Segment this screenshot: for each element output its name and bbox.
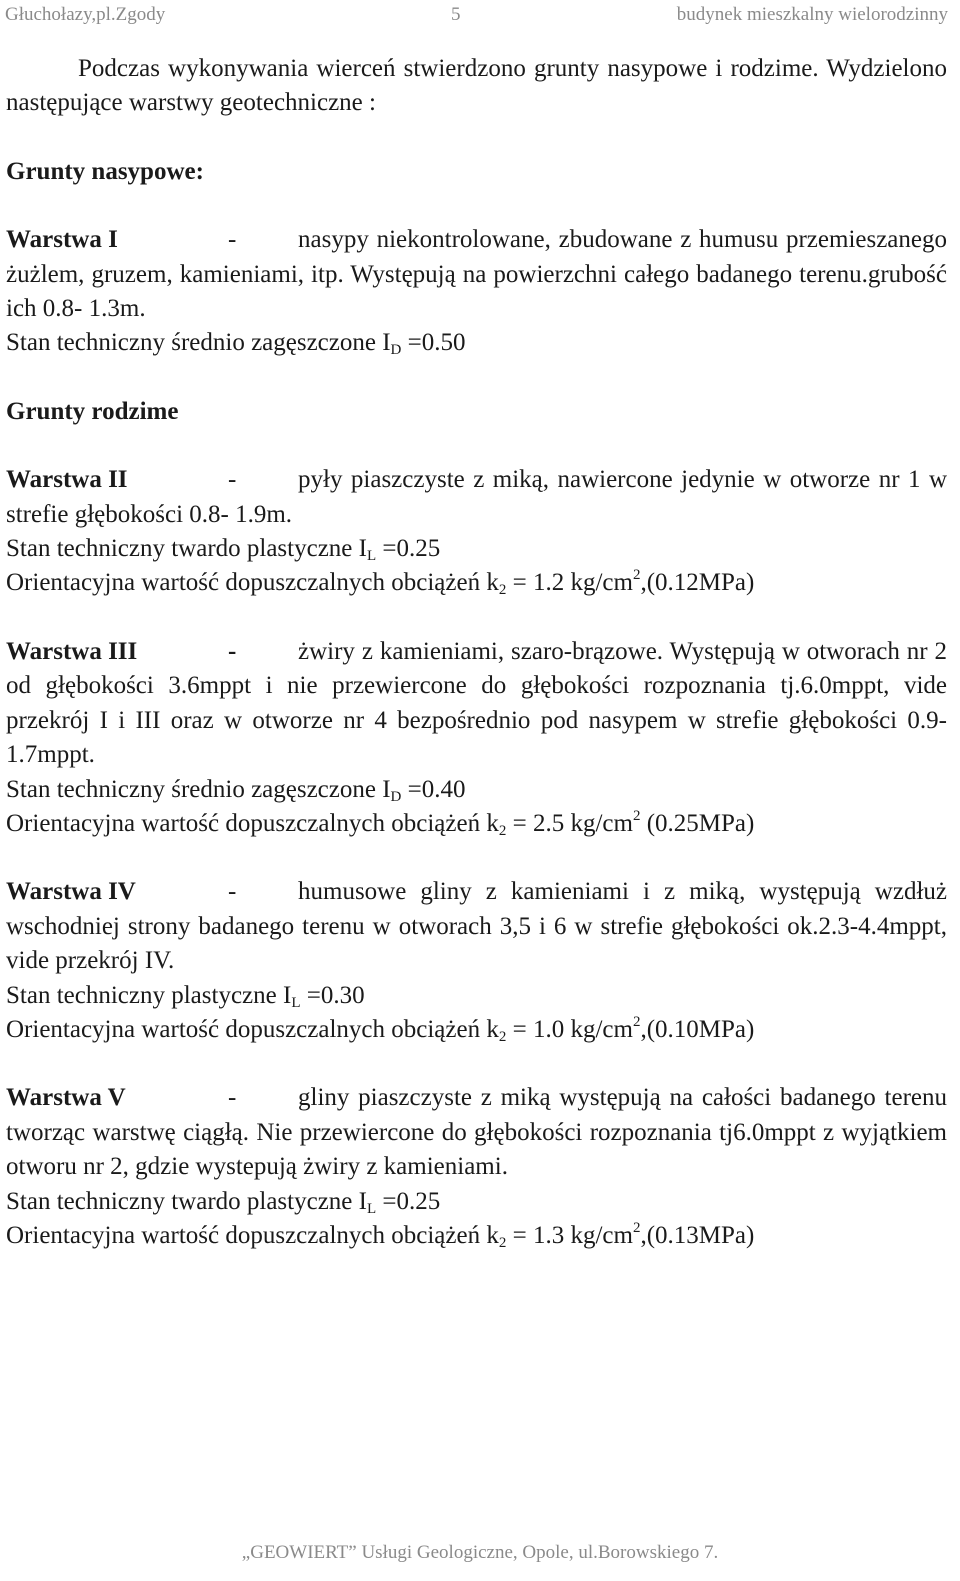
layer-5-description: Warstwa V - gliny piaszczyste z miką występują na całości badanego terenu tworząc warstwę ciągłą. Nie przewiercone do głębokości rozpoznania tj6.0mppt z wyjątkiem otworu nr 2, gdzie wystepują żwiry z kamieniami. xyxy=(6,1081,947,1184)
layer-3-load: Orientacyjna wartość dopuszczalnych obciążeń $k_2 = 2.5$ $kg/cm^2$ (0.25MPa) xyxy=(6,807,755,839)
layer-3-description: Warstwa III - żwiry z kamieniami, szaro-brązowe. Występują w otworach nr 2 od głębokości 3.6mppt i nie przewiercone do głębokości rozpoznania tj.6.0mppt, vide przekrój I i III oraz w otworze nr 4 bezpośrednio pod nasypem w strefie głębokości 0.9-1.7mppt. xyxy=(6,635,947,773)
layer-5-label: Warstwa V xyxy=(6,1084,126,1112)
layer-1-state: Stan techniczny średnio zagęszczone $I_D =0.50$ xyxy=(6,329,466,359)
layer-2-load: Orientacyjna wartość dopuszczalnych obciążeń $k_2 = 1.2$ $kg/cm^2,(0.12MPa)$ xyxy=(6,567,755,599)
layer-3-label: Warstwa III xyxy=(6,637,138,665)
layer-5-load: Orientacyjna wartość dopuszczalnych obciążeń $k_2 = 1.3$ $kg/cm^2,(0.13MPa)$ xyxy=(6,1219,755,1251)
layer-4-label: Warstwa IV xyxy=(6,878,136,906)
layer-1-label: Warstwa I xyxy=(6,226,118,254)
layer-2-description: Warstwa II - pyły piaszczyste z miką, nawiercone jedynie w otworze nr 1 w strefie głębokości 0.8- 1.9m. xyxy=(6,463,947,532)
layer-2-state: Stan techniczny twardo plastyczne $I_L =0.25$ xyxy=(6,535,441,565)
layer-4-state: Stan techniczny plastyczne $I_L =0.30$ xyxy=(6,981,365,1011)
document-body xyxy=(6,52,947,1253)
header-building-type: budynek mieszkalny wielorodzinny xyxy=(676,4,948,25)
header-location: Głuchołazy,pl.Zgody xyxy=(5,4,166,25)
intro-paragraph: Podczas wykonywania wierceń stwierdzono grunty nasypowe i rodzime. Wydzielono następujące warstwy geotechniczne : xyxy=(6,55,947,117)
section-heading-native: Grunty rodzime xyxy=(6,397,179,425)
page-footer: „GEOWIERT” Usługi Geologiczne, Opole, ul.Borowskiego 7. xyxy=(241,1542,719,1563)
page-header xyxy=(0,0,960,30)
layer-2-label: Warstwa II xyxy=(6,466,128,494)
page-number: 5 xyxy=(451,4,461,25)
layer-4-description: Warstwa IV - humusowe gliny z kamieniami i z miką, występują wzdłuż wschodniej strony badanego terenu w otworach 3,5 i 6 w strefie głębokości ok.2.3-4.4mppt, vide przekrój IV. xyxy=(6,875,947,978)
layer-4-load: Orientacyjna wartość dopuszczalnych obciążeń $k_2 = 1.0$ $kg/cm^2,(0.10MPa)$ xyxy=(6,1013,755,1045)
layer-3-state: Stan techniczny średnio zagęszczone $I_D =0.40$ xyxy=(6,775,466,805)
layer-1-description: Warstwa I - nasypy niekontrolowane, zbudowane z humusu przemieszanego żużlem, gruzem, kamieniami, itp. Występują na powierzchni całego badanego terenu.grubość ich 0.8- 1.3m. xyxy=(6,223,947,326)
section-heading-fill: Grunty nasypowe: xyxy=(6,157,204,185)
layer-5-state: Stan techniczny twardo plastyczne $I_L =0.25$ xyxy=(6,1187,441,1217)
